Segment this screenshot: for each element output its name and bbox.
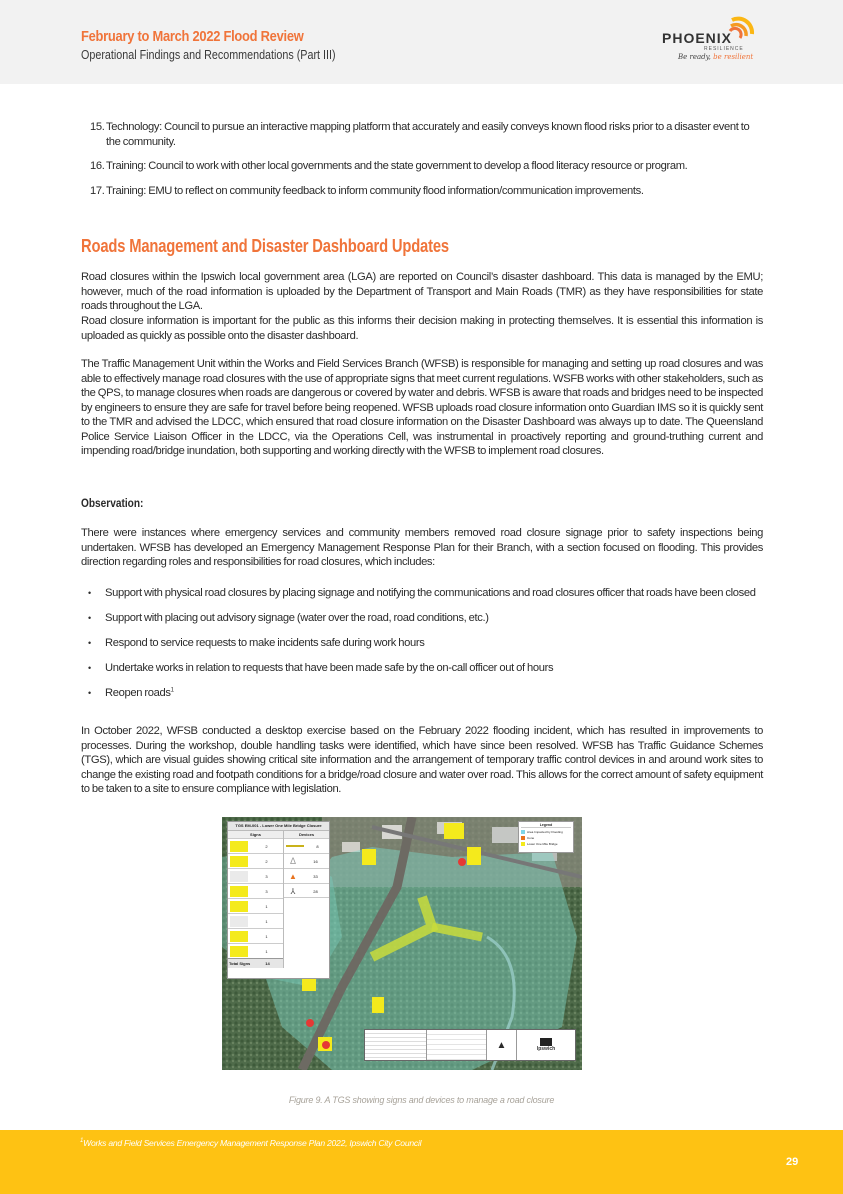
item-text: Technology: Council to pursue an interactive mapping platform that accurately and easily conveys known flood risks prior to a disaster event to the community. <box>106 121 750 148</box>
sign-icon <box>230 871 248 882</box>
bullet-icon: • <box>88 688 91 698</box>
tagline-part-b: be resilient <box>710 53 754 61</box>
drawing-title-block <box>364 1029 576 1061</box>
bullet-icon: • <box>88 613 91 623</box>
total-value: 14 <box>265 961 270 966</box>
page-header <box>0 0 843 84</box>
closing-paragraph: In October 2022, WFSB conducted a desktop exercise based on the February 2022 flooding incident, which has resulted in improvements to processes. During the workshop, double handling tasks were identified, which have since been resolved. WFSB has Traffic Guidance Schemes (TGS), which are visual guides showing critical site information and the arrangement of temporary traffic control devices in and around work sites to change the existing road and footpath conditions for a bridge/road closure and water over road. This allows for the correct amount of safety equipment to be taken to a site to ensure compliance with legislation. <box>81 725 763 795</box>
bullet-text: Support with physical road closures by placing signage and notifying the communications and road closures officer that roads have been closed <box>105 587 756 599</box>
sign-count: 1 <box>265 919 268 924</box>
observation-intro: There were instances where emergency services and community members removed road closure signage prior to safety inspections being undertaken. WFSB has developed an Emergency Management Response Plan for their Branch, with a section focused on flooding. This provides direction regarding roles and responsibilities for road closures, which includes: <box>81 527 763 568</box>
logo-subtext: RESILIENCE <box>704 46 744 52</box>
bullet-text: Respond to service requests to make incidents safe during work hours <box>105 637 425 649</box>
tgs-map-figure <box>222 817 582 1070</box>
footnote-text: Works and Field Services Emergency Management Response Plan 2022, Ipswich City Council <box>83 1138 422 1148</box>
legend-item: Area Impacted by Flooding <box>527 830 563 834</box>
map-legend <box>518 821 574 853</box>
paragraph: The Traffic Management Unit within the Works and Field Services Branch (WFSB) is responsible for managing and setting up road closures and was able to effectively manage road closures with the use of appropriate signs that meet current regulations. WSFB works with other stakeholders, such as the QPS, to manage closures when roads are dangerous or covered by water and debris. WFSB is aware that roads and bridges need to be inspected by engineers to ensure they are safe for travel before being reopened. WFSB uploads road closure information onto Guardian IMS so it is quickly sent to the TMR and advised the LDCC, which ensured that road closure information on the Disaster Dashboard was always up to date. The Queensland Police Service Liaison Officer in the LDCC, via the Operations Cell, was instrumental in proactively reporting and ground-truthing current and impending road/bridge inundation, both supporting and working directly with the WFSB to implement road closures. <box>81 358 763 457</box>
sign-icon <box>230 931 248 942</box>
sign-icon <box>230 901 248 912</box>
bridge-swatch <box>521 842 525 846</box>
document-subtitle: Operational Findings and Recommendations (Part III) <box>81 48 336 62</box>
cone-swatch <box>521 836 525 840</box>
bullet-text: Reopen roads <box>105 687 171 699</box>
device-count: 8 <box>316 844 319 849</box>
legend-item: Cone <box>527 836 535 840</box>
footnote-ref[interactable]: 1 <box>170 687 174 694</box>
page-number: 29 <box>786 1156 799 1168</box>
section-heading: Roads Management and Disaster Dashboard Updates <box>81 236 449 256</box>
sign-count: 1 <box>265 949 268 954</box>
sign-count: 1 <box>265 934 268 939</box>
devices-header: Devices <box>283 831 329 838</box>
paragraph: Road closures within the Ipswich local government area (LGA) are reported on Council’s disaster dashboard. This data is managed by the EMU; however, much of the road information is uploaded by the Department of Transport and Main Roads (TMR) as they have responsibilities for state roads throughout the LGA. <box>81 271 763 312</box>
recommendation-item <box>90 184 763 199</box>
sign-count: 2 <box>265 859 268 864</box>
sign-icon <box>230 946 248 957</box>
sign-count: 1 <box>265 904 268 909</box>
bullet-list <box>88 586 763 711</box>
item-text: Training: Council to work with other local governments and the state government to develop a flood literacy resource or program. <box>106 160 688 172</box>
observation-heading: Observation: <box>81 498 144 510</box>
north-arrow-icon: ▲ <box>487 1030 517 1060</box>
device-count: 33 <box>313 874 318 879</box>
sign-icon <box>230 886 248 897</box>
item-text: Training: EMU to reflect on community feedback to inform community flood information/communication improvements. <box>106 184 644 197</box>
list-item <box>88 636 763 661</box>
footnote <box>80 1138 421 1148</box>
signs-header: Signs <box>250 832 261 837</box>
barrier-icon <box>286 845 304 847</box>
tripod-icon: ⅄ <box>290 887 296 896</box>
paragraph: Road closure information is important for the public as this informs their decision making in protecting themselves. It is essential this information is uploaded as quickly as possible onto the disaster dashboard. <box>81 315 763 342</box>
phoenix-resilience-logo <box>658 16 758 66</box>
bullet-icon: • <box>88 663 91 673</box>
council-logo-icon <box>540 1038 552 1046</box>
footnote-mark: 1 <box>80 1138 84 1145</box>
logo-wordmark: PHOENIX <box>662 30 733 46</box>
a-frame-icon: Δ <box>289 856 296 866</box>
bullet-text: Undertake works in relation to requests that have been made safe by the on-call officer out of hours <box>105 662 554 674</box>
device-count: 16 <box>313 859 318 864</box>
item-number: 15. <box>90 121 105 133</box>
list-item <box>88 686 763 711</box>
page-footer <box>0 1130 843 1194</box>
device-count: 28 <box>313 889 318 894</box>
list-item <box>88 661 763 686</box>
sign-icon <box>230 841 248 852</box>
legend-title: Legend <box>521 823 571 828</box>
figure-caption: Figure 9. A TGS showing signs and devices to manage a road closure <box>288 1095 555 1105</box>
flood-area-swatch <box>521 830 525 834</box>
table-title: TGS EM-001 - Lower One Mile Bridge Closure <box>228 822 329 830</box>
list-item <box>88 586 763 611</box>
bullet-icon: • <box>88 588 91 598</box>
document-title: February to March 2022 Flood Review <box>81 28 304 45</box>
sign-count: 2 <box>265 844 268 849</box>
item-number: 16. <box>90 160 105 172</box>
logo-tagline <box>678 53 753 61</box>
sign-icon <box>230 916 248 927</box>
recommendation-item <box>90 159 763 174</box>
recommendations-list <box>90 120 763 208</box>
legend-item: Lower One Mile Bridge <box>527 842 558 846</box>
sign-icon <box>230 856 248 867</box>
bullet-icon: • <box>88 638 91 648</box>
sign-count: 3 <box>265 874 268 879</box>
cone-icon: ▲ <box>289 872 297 881</box>
item-number: 17. <box>90 184 105 197</box>
recommendation-item <box>90 120 763 149</box>
tagline-part-a: Be ready, <box>678 53 711 61</box>
sign-count: 3 <box>265 889 268 894</box>
signs-devices-table <box>227 821 330 979</box>
council-brand: Ipswich <box>536 1046 556 1052</box>
list-item <box>88 611 763 636</box>
bullet-text: Support with placing out advisory signage (water over the road, road conditions, etc.) <box>105 612 489 624</box>
total-label: Total Signs <box>229 961 251 966</box>
